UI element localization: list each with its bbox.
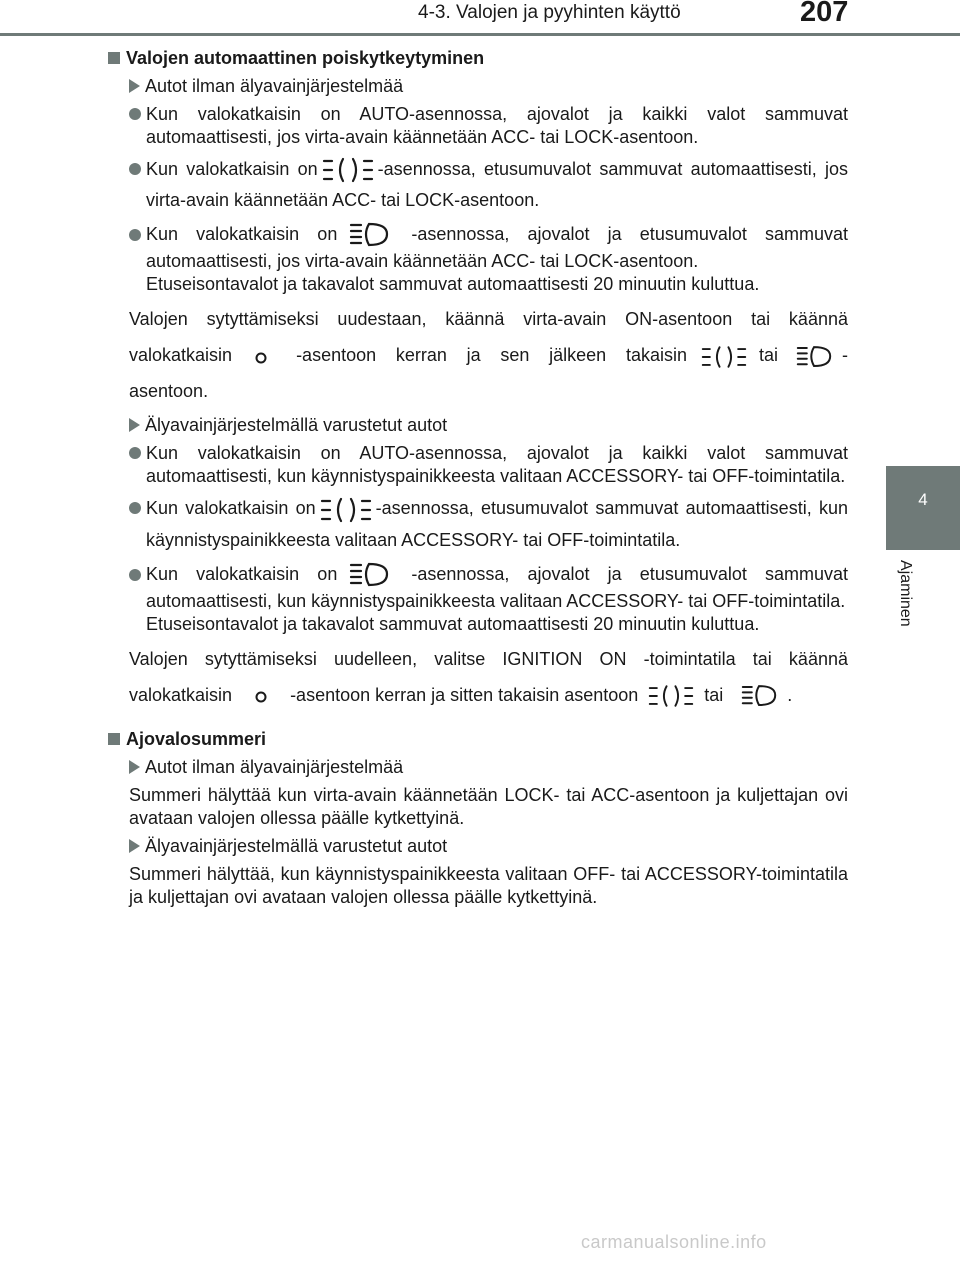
chapter-title: 4-3. Valojen ja pyyhinten käyttö xyxy=(418,2,681,23)
page-number: 207 xyxy=(800,0,849,28)
subsection-heading: Älyavainjärjestelmällä varustetut autot xyxy=(129,835,848,858)
header-rule xyxy=(0,33,960,36)
paragraph: Summeri hälyttää, kun käynnistyspainikkeesta valitaan OFF- tai ACCESSORY-toimintatila ja kuljettajan ovi avataan valojen ollessa päälle kytkettyinä. xyxy=(129,863,848,907)
section-heading: Ajovalosummeri xyxy=(108,728,848,751)
square-bullet-icon xyxy=(108,52,120,64)
subsection-heading: Autot ilman älyavainjärjestelmää xyxy=(129,75,848,98)
triangle-bullet-icon xyxy=(129,418,140,432)
round-bullet-icon xyxy=(129,447,141,459)
headlight-icon xyxy=(349,220,389,250)
parking-lights-icon xyxy=(322,155,374,185)
list-item: Kun valokatkaisin on -asennossa, etusumuvalot sammuvat automaattisesti, kun käynnistyspainikkeesta valitaan ACCESSORY- tai OFF-toimintatila. xyxy=(108,493,848,554)
footer-watermark: carmanualsonline.info xyxy=(581,1232,767,1252)
chapter-tab-number: 4 xyxy=(918,490,928,509)
list-item: Kun valokatkaisin on AUTO-asennossa, ajovalot ja kaikki valot sammuvat automaattisesti, kun käynnistyspainikkeesta valitaan ACCESSORY- tai OFF-toimintatila. xyxy=(108,442,848,488)
headlight-icon xyxy=(796,343,832,371)
list-item: Kun valokatkaisin on -asennossa, ajovalot ja etusumuvalot sammuvat automaattisesti, jos virta-avain käännetään ACC- tai LOCK-asentoon. Etuseisontavalot ja takavalot sammuvat automaattisesti 20 minuutin kuluttua. xyxy=(108,220,848,296)
section-heading: Valojen automaattinen poiskytkeytyminen xyxy=(108,47,848,70)
list-item: Kun valokatkaisin on -asennossa, etusumuvalot sammuvat automaattisesti, jos virta-avain käännetään ACC- tai LOCK-asentoon. xyxy=(108,154,848,215)
square-bullet-icon xyxy=(108,733,120,745)
triangle-bullet-icon xyxy=(129,79,140,93)
triangle-bullet-icon xyxy=(129,760,140,774)
round-bullet-icon xyxy=(129,108,141,120)
headlight-icon xyxy=(349,560,389,590)
paragraph: Summeri hälyttää kun virta-avain käännetään LOCK- tai ACC-asentoon ja kuljettajan ovi avataan valojen ollessa päälle kytkettyinä. xyxy=(129,784,848,828)
round-bullet-icon xyxy=(129,569,141,581)
parking-lights-icon xyxy=(701,343,747,371)
triangle-bullet-icon xyxy=(129,839,140,853)
page-content xyxy=(108,47,848,914)
chapter-tab xyxy=(886,466,960,550)
light-off-icon xyxy=(254,350,268,364)
subsection-heading: Älyavainjärjestelmällä varustetut autot xyxy=(129,414,848,437)
list-item: Kun valokatkaisin on -asennossa, ajovalot ja etusumuvalot sammuvat automaattisesti, kun käynnistyspainikkeesta valitaan ACCESSORY- tai OFF-toimintatila. Etuseisontavalot ja takavalot sammuvat automaattisesti 20 minuutin kuluttua. xyxy=(108,560,848,636)
light-off-icon xyxy=(254,689,268,703)
round-bullet-icon xyxy=(129,502,141,514)
round-bullet-icon xyxy=(129,229,141,241)
paragraph: Valojen sytyttämiseksi uudelleen, valitse IGNITION ON -toimintatila tai käännä valokatkaisin -asentoon kerran ja sitten takaisin asentoon tai . xyxy=(108,641,848,713)
subsection-heading: Autot ilman älyavainjärjestelmää xyxy=(129,756,848,779)
paragraph: Valojen sytyttämiseksi uudestaan, käännä virta-avain ON-asentoon tai käännä valokatkaisin -asentoon kerran ja sen jälkeen takaisin tai -asentoon. xyxy=(129,309,848,402)
chapter-tab-label: Ajaminen xyxy=(897,560,914,627)
parking-lights-icon xyxy=(320,495,372,525)
list-item: Kun valokatkaisin on AUTO-asennossa, ajovalot ja kaikki valot sammuvat automaattisesti, jos virta-avain käännetään ACC- tai LOCK-asentoon. xyxy=(108,103,848,149)
round-bullet-icon xyxy=(129,163,141,175)
headlight-icon xyxy=(741,682,777,710)
parking-lights-icon xyxy=(648,682,694,710)
